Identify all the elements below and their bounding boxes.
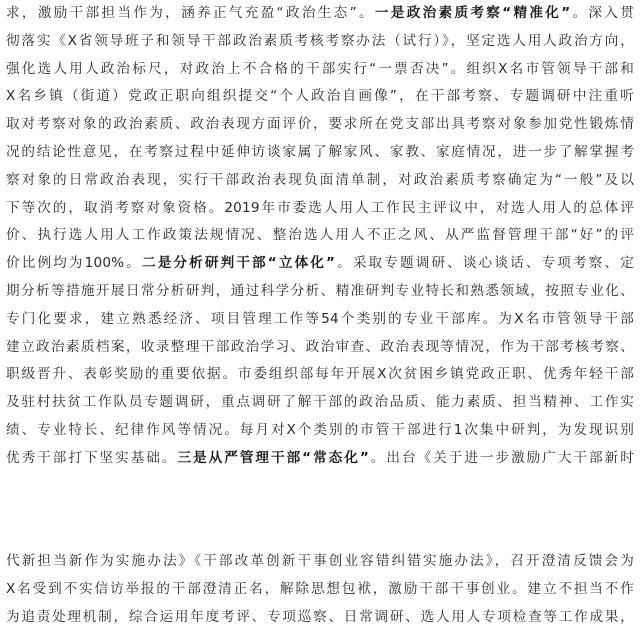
text-line — [6, 306, 634, 334]
bold-heading-phrase: 一是政治素质考察“精准化” — [374, 5, 571, 21]
text-segment: 况的结论性意见，在考察过程中延伸访谈家属了解家风、家教、家庭情况，进一步了解掌握考 — [6, 143, 634, 160]
text-line — [6, 361, 634, 389]
paragraph-block-upper — [6, 0, 634, 473]
text-segment: 专门化要求，建立熟悉经济、项目管理工作等54个类别的专业干部库。为X名市管领导干部 — [6, 310, 634, 327]
text-line — [6, 83, 634, 111]
text-segment: 取对考察对象的政治素质、政治表现方面评价，要求所在党支部出具考察对象参加党性锻炼情 — [6, 116, 634, 133]
text-line — [6, 139, 634, 167]
text-segment: 彻落实《X省领导班子和领导干部政治素质考核考察办法（试行）》，坚定选人用人政治方向， — [6, 32, 634, 49]
text-segment: 期分析等措施开展日常分析研判，通过科学分析、精准研判专业特长和熟悉领域，按照专业化、 — [6, 282, 634, 299]
text-segment: 。深入贯 — [570, 5, 634, 21]
text-line — [6, 0, 634, 28]
text-line — [6, 548, 634, 576]
text-line — [6, 604, 634, 632]
text-line — [6, 195, 634, 223]
text-segment: 下等次的，取消考察对象资格。2019年市委选人用人工作民主评议中，对选人用人的总体评 — [6, 199, 634, 216]
text-segment: 价、执行选人用人工作政策法规情况、整治选人用人不正之风、从严监督管理干部“好”的评 — [6, 227, 634, 244]
text-line — [6, 250, 634, 278]
text-segment: 代新担当新作为实施办法》《干部改革创新干事创业容错纠错实施办法》，召开澄清反馈会为 — [6, 553, 634, 569]
text-line — [6, 111, 634, 139]
text-segment: X名乡镇（街道）党政正职向组织提交“个人政治自画像”，在干部考察、专题调研中注重听 — [6, 88, 634, 105]
text-segment: 建立政治素质档案，收录整理干部政治学习、政治审查、政治表现等情况，作为干部考核考察、 — [6, 338, 634, 355]
text-line — [6, 389, 634, 417]
bold-heading-phrase: 二是分析研判干部“立体化” — [141, 255, 336, 272]
text-line — [6, 576, 634, 604]
text-segment: 。采取专题调研、谈心谈话、专项考察、定 — [335, 255, 634, 272]
text-line — [6, 278, 634, 306]
text-segment: 及驻村扶贫工作队员专题调研，重点调研了解干部的政治品质、能力素质、担当精神、工作实 — [6, 394, 634, 411]
text-line — [6, 167, 634, 195]
text-segment: 强化选人用人政治标尺，对政治上不合格的干部实行“一票否决”。组织X名市管领导干部和 — [6, 60, 634, 77]
text-segment: 。出台《关于进一步激励广大干部新时 — [369, 449, 634, 466]
text-segment: 为追责处理机制，综合运用年度考评、专项巡察、日常调研、选人用人专项检查等工作成果， — [6, 608, 634, 625]
text-line — [6, 417, 634, 445]
text-segment: X名受到不实信访举报的干部澄清正名，解除思想包袱，激励干部干事创业。建立不担当不作 — [6, 580, 634, 597]
text-segment: 绩、专业特长、纪律作风等情况。每月对X个类别的市管干部进行1次集中研判，为发现识别 — [6, 421, 634, 438]
text-segment: 优秀干部打下坚实基础。 — [6, 449, 178, 466]
text-line — [6, 28, 634, 56]
paragraph-block-lower — [6, 548, 634, 631]
text-line — [6, 445, 634, 473]
text-segment: 职级晋升、表彰奖励的重要依据。市委组织部每年开展X次贫困乡镇党政正职、优秀年轻干部 — [6, 366, 634, 383]
text-segment: 求，激励干部担当作为，涵养正气充盈“政治生态”。 — [6, 5, 375, 21]
bold-heading-phrase: 三是从严管理干部“常态化” — [177, 449, 369, 466]
text-line — [6, 222, 634, 250]
text-line — [6, 56, 634, 84]
text-segment: 价比例均为100%。 — [6, 255, 142, 272]
text-segment: 察对象的日常政治表现，实行干部政治表现负面清单制，对政治素质考察确定为“一般”及以 — [6, 171, 634, 188]
text-line — [6, 334, 634, 362]
